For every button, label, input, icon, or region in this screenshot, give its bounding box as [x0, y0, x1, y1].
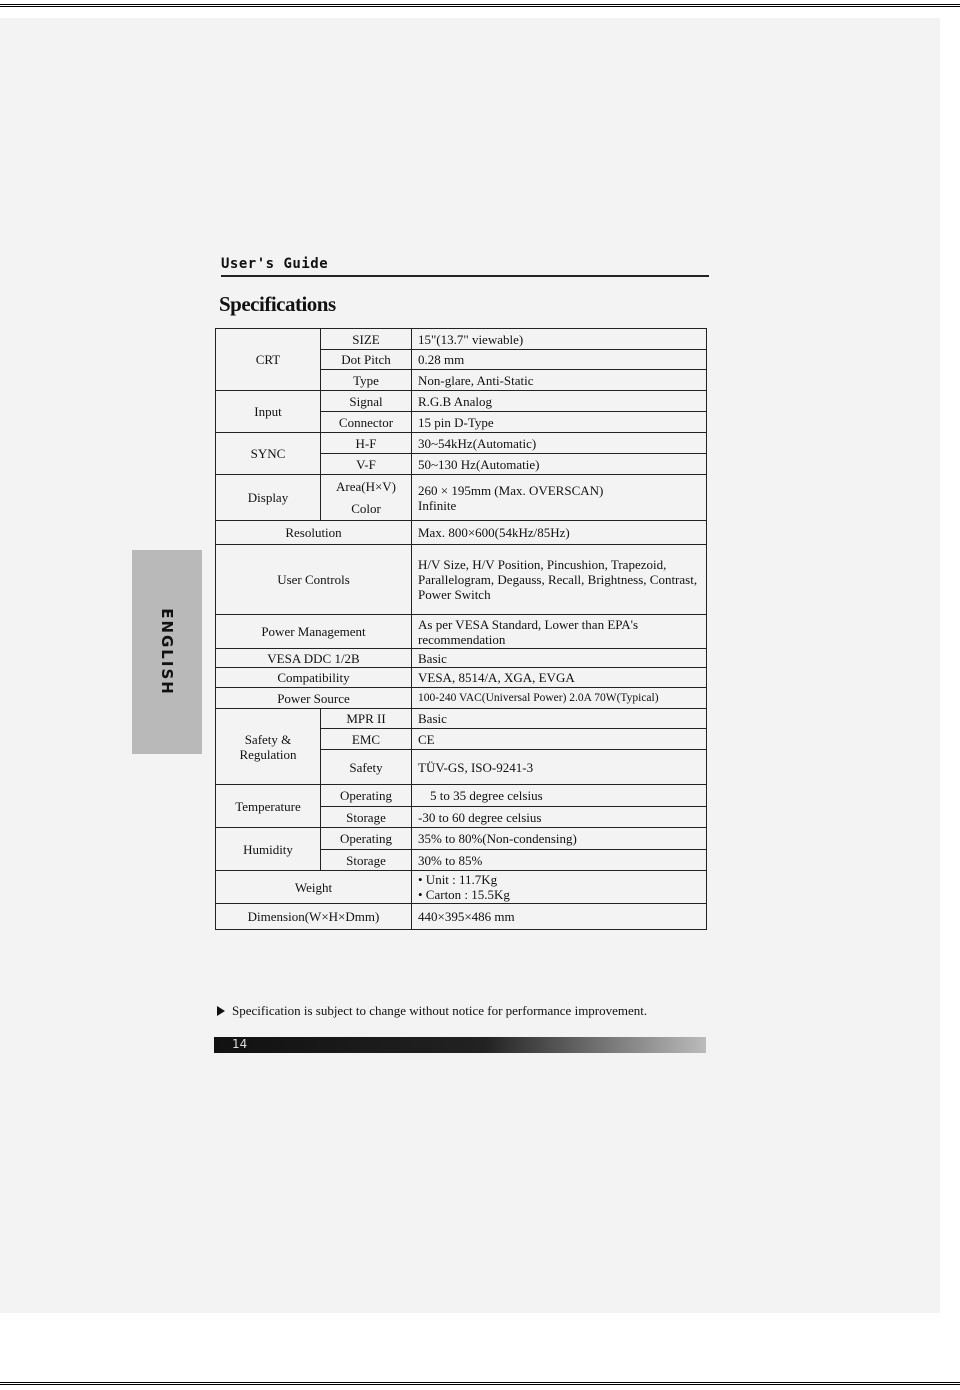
value-weight-carton: • Carton : 15.5Kg	[418, 887, 510, 902]
spec-note	[217, 1003, 647, 1019]
footer-bar	[214, 1037, 706, 1053]
table-row	[216, 828, 707, 850]
label-temp-operating: Operating	[321, 785, 412, 807]
value-hf: 30~54kHz(Automatic)	[412, 433, 707, 454]
value-type: Non-glare, Anti-Static	[412, 370, 707, 391]
label-power-management: Power Management	[216, 615, 412, 649]
triangle-bullet-icon	[217, 1006, 225, 1016]
label-user-controls: User Controls	[216, 545, 412, 615]
value-power-management: As per VESA Standard, Lower than EPA's recommendation	[412, 615, 707, 649]
table-row	[216, 545, 707, 615]
label-weight: Weight	[216, 871, 412, 904]
value-area: 260 × 195mm (Max. OVERSCAN)	[418, 482, 604, 498]
bottom-border	[0, 1382, 960, 1385]
table-row	[216, 688, 707, 709]
value-connector: 15 pin D-Type	[412, 412, 707, 433]
value-compatibility: VESA, 8514/A, XGA, EVGA	[412, 668, 707, 688]
top-border	[0, 4, 960, 7]
label-vesa-ddc: VESA DDC 1/2B	[216, 649, 412, 668]
label-safety: Safety	[321, 750, 412, 785]
table-row	[216, 391, 707, 412]
value-temp-operating: 5 to 35 degree celsius	[412, 785, 707, 807]
table-row	[216, 329, 707, 350]
label-color: Color	[321, 498, 412, 521]
group-crt: CRT	[216, 329, 321, 391]
label-power-source: Power Source	[216, 688, 412, 709]
language-label: ENGLISH	[158, 608, 176, 696]
value-display	[412, 475, 707, 521]
table-row	[216, 904, 707, 930]
label-signal: Signal	[321, 391, 412, 412]
label-emc: EMC	[321, 729, 412, 750]
table-row	[216, 785, 707, 807]
label-hum-operating: Operating	[321, 828, 412, 850]
label-dot-pitch: Dot Pitch	[321, 350, 412, 370]
value-user-controls: H/V Size, H/V Position, Pincushion, Trapezoid, Parallelogram, Degauss, Recall, Brightness, Contrast, Power Switch	[412, 545, 707, 615]
value-dot-pitch: 0.28 mm	[412, 350, 707, 370]
value-resolution: Max. 800×600(54kHz/85Hz)	[412, 521, 707, 545]
table-row	[216, 521, 707, 545]
table-row	[216, 615, 707, 649]
value-emc: CE	[412, 729, 707, 750]
label-area: Area(H×V)	[321, 475, 412, 498]
table-row	[216, 668, 707, 688]
value-dimension: 440×395×486 mm	[412, 904, 707, 930]
spec-note-text: Specification is subject to change without notice for performance improvement.	[232, 1003, 648, 1018]
spec-table	[215, 328, 707, 930]
value-color: Infinite	[418, 497, 457, 513]
value-vf: 50~130 Hz(Automatie)	[412, 454, 707, 475]
section-title: Specifications	[219, 292, 336, 316]
group-sync: SYNC	[216, 433, 321, 475]
label-compatibility: Compatibility	[216, 668, 412, 688]
label-vf: V-F	[321, 454, 412, 475]
guide-label: User's Guide	[221, 256, 329, 272]
value-safety: TÜV-GS, ISO-9241-3	[412, 750, 707, 785]
value-hum-operating: 35% to 80%(Non-condensing)	[412, 828, 707, 850]
group-display: Display	[216, 475, 321, 521]
table-row	[216, 649, 707, 668]
group-safety: Safety & Regulation	[216, 709, 321, 785]
label-dimension: Dimension(W×H×Dmm)	[216, 904, 412, 930]
label-temp-storage: Storage	[321, 807, 412, 828]
label-resolution: Resolution	[216, 521, 412, 545]
value-power-source: 100-240 VAC(Universal Power) 2.0A 70W(Typical)	[412, 688, 707, 709]
value-size: 15"(13.7" viewable)	[412, 329, 707, 350]
label-connector: Connector	[321, 412, 412, 433]
group-humidity: Humidity	[216, 828, 321, 871]
label-mpr: MPR II	[321, 709, 412, 729]
page-header	[221, 255, 709, 277]
value-signal: R.G.B Analog	[412, 391, 707, 412]
value-hum-storage: 30% to 85%	[412, 850, 707, 871]
page-number: 14	[232, 1037, 248, 1051]
value-weight	[412, 871, 707, 904]
group-temperature: Temperature	[216, 785, 321, 828]
value-vesa-ddc: Basic	[412, 649, 707, 668]
value-weight-unit: • Unit : 11.7Kg	[418, 872, 498, 887]
table-row	[216, 709, 707, 729]
value-temp-storage: -30 to 60 degree celsius	[412, 807, 707, 828]
language-side-tab	[132, 550, 202, 754]
group-input: Input	[216, 391, 321, 433]
label-type: Type	[321, 370, 412, 391]
label-hf: H-F	[321, 433, 412, 454]
table-row	[216, 433, 707, 454]
table-row	[216, 475, 707, 498]
table-row	[216, 871, 707, 904]
label-size: SIZE	[321, 329, 412, 350]
label-hum-storage: Storage	[321, 850, 412, 871]
value-mpr: Basic	[412, 709, 707, 729]
